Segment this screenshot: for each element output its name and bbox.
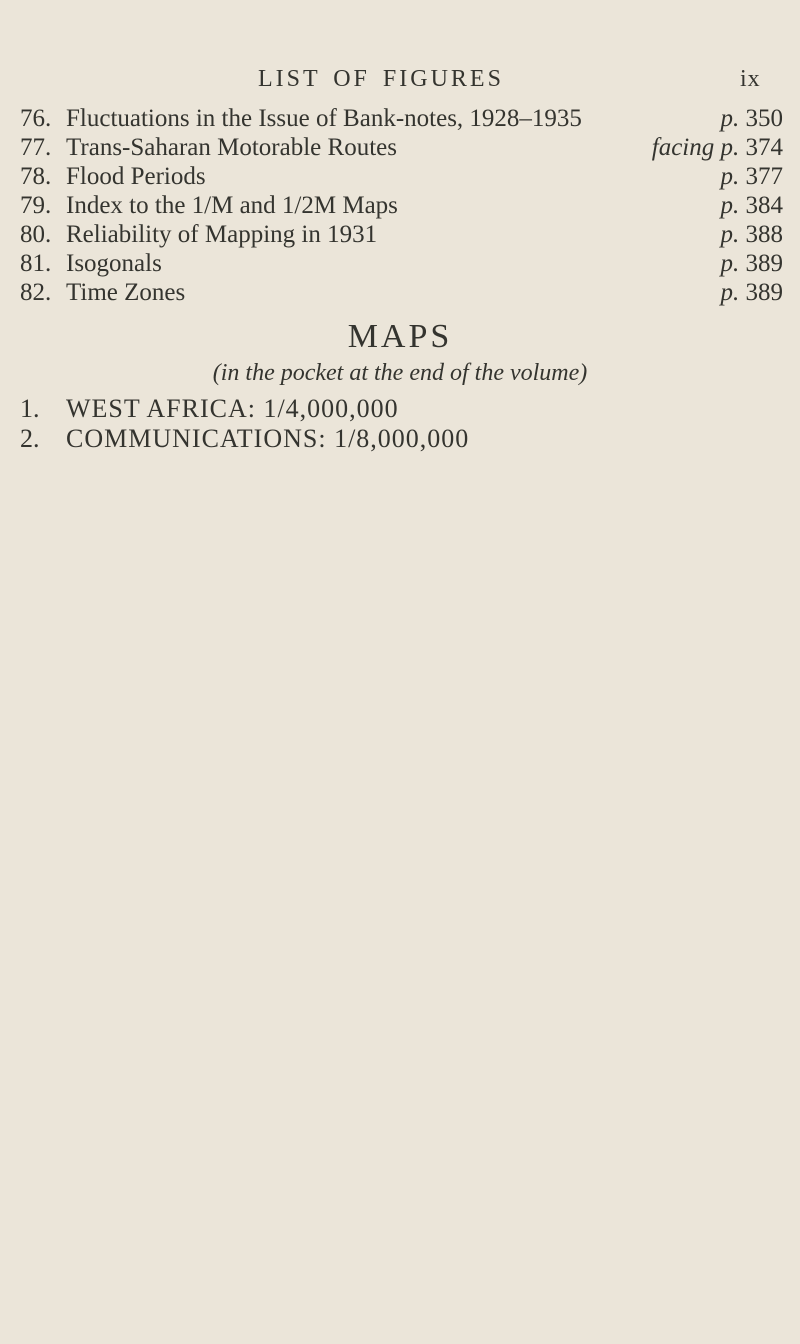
figure-title: Fluctuations in the Issue of Bank-notes, 1928–1935 [66, 105, 582, 132]
map-title: WEST AFRICA: 1/4,000,000 [66, 394, 399, 423]
figure-page-ref [721, 191, 784, 220]
figure-title: Flood Periods [66, 163, 206, 190]
maps-note: (in the pocket at the end of the volume) [212, 360, 588, 386]
page-prefix: p. [720, 221, 740, 248]
figure-entry [0, 249, 800, 278]
map-number: 1. [20, 394, 40, 423]
figure-entry [0, 278, 800, 307]
page-value: 374 [745, 134, 783, 161]
figure-title: Time Zones [66, 279, 186, 306]
page-prefix: p. [720, 279, 740, 306]
page-value: 389 [745, 250, 783, 277]
figure-entry [0, 191, 800, 220]
page-number: ix [740, 66, 761, 92]
page-value: 377 [745, 163, 783, 190]
figure-page-ref [721, 104, 784, 133]
figure-number: 77. [20, 134, 52, 161]
figure-number: 81. [20, 250, 52, 277]
figure-page-ref [721, 162, 784, 191]
page-prefix: p. [720, 250, 740, 277]
page-prefix: facing p. [651, 134, 740, 161]
figure-title: Trans-Saharan Motorable Routes [66, 134, 397, 161]
page-prefix: p. [720, 163, 740, 190]
page-value: 389 [745, 279, 783, 306]
figure-number: 79. [20, 192, 52, 219]
figure-title: Isogonals [66, 250, 162, 277]
figure-number: 78. [20, 163, 52, 190]
map-entry [0, 394, 800, 424]
figure-entry [0, 133, 800, 162]
figure-entry [0, 104, 800, 133]
figure-entry [0, 220, 800, 249]
figure-page-ref [721, 220, 784, 249]
map-number: 2. [20, 424, 40, 453]
map-entry [0, 424, 800, 454]
maps-heading: MAPS [347, 318, 453, 355]
page-prefix: p. [720, 192, 740, 219]
figure-number: 82. [20, 279, 52, 306]
page-value: 384 [745, 192, 783, 219]
figure-number: 76. [20, 105, 52, 132]
running-header [0, 66, 800, 100]
figure-page-ref [721, 249, 784, 278]
figure-entry [0, 162, 800, 191]
figure-number: 80. [20, 221, 52, 248]
figure-list [0, 104, 800, 307]
map-title: COMMUNICATIONS: 1/8,000,000 [66, 424, 470, 453]
page-value: 388 [745, 221, 783, 248]
figure-title: Index to the 1/M and 1/2M Maps [66, 192, 398, 219]
figure-page-ref [652, 133, 783, 162]
figure-page-ref [721, 278, 784, 307]
page-prefix: p. [720, 105, 740, 132]
page-value: 350 [745, 105, 783, 132]
page-title: LIST OF FIGURES [258, 66, 504, 92]
figure-title: Reliability of Mapping in 1931 [66, 221, 378, 248]
maps-list [0, 394, 800, 454]
